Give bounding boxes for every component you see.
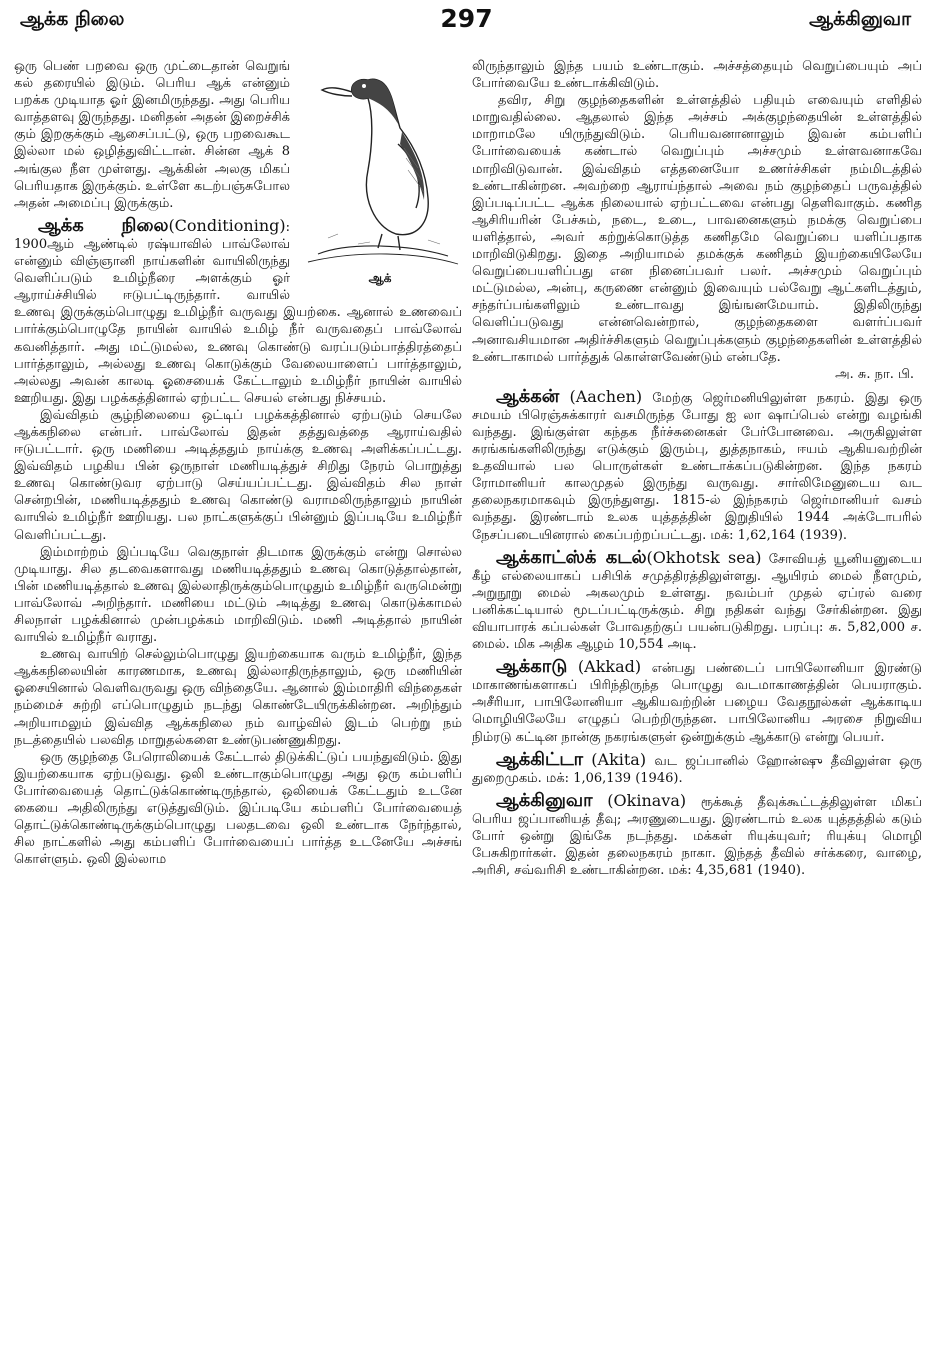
page-header bbox=[0, 0, 933, 46]
entry-headword: ஆக்க நிலை bbox=[38, 214, 169, 236]
left-column bbox=[14, 58, 462, 1343]
entry-text: மேற்கு ஜெர்மனியிலுள்ள நகரம். இது ஒரு சமயம் பிரெஞ்சுக்காரர் வசமிருந்த போது ஐ லா ஷாப்பெல் என்று வழங்கி வந்தது. இங்குள்ள கந்தக நீர்ச்சுனைகள் பேர்போனவை. அருகிலுள்ள சுரங்கங்களிலிருந்து எடுக்கும் இரும்பு, துத்தநாகம், ஈயம் ஆகியவற்றின் உதவியால் பல பொருள்கள் உண்டாக்கப்படுகின்றன. இந்த நகரம் ரோமானியர் காலமுதல் இருந்து வருவது. சார்லிமேனுடைய வட தலைநகரமாகவும் இருந்துளது. 1815-ல் இந்நகரம் ஜெர்மானியர் வசம் வந்தது. இரண்டாம் உலக யுத்தத்தின் இறுதியில் 1944 அக்டோபரில் நேசப்படையினரால் கைப்பற்றப்பட்டது. மக்: 1,62,164 (1939). bbox=[472, 390, 922, 543]
body-paragraph: இம்மாற்றம் இப்படியே வெகுநாள் திடமாக இருக்கும் என்று சொல்ல முடியாது. சில தடவைகளாவது மணியடித்ததும் உணவு கொடுத்தால்தான், பின் மணியடித்தால் உணவு இல்லாதிருக்கும்பொழுதும் உமிழ்நீர் வருமென்று பாவ்லோவ் அறிந்தார். மணியை மட்டும் அடித்து உணவு கொடுக்காமல் சிலநாள் பழக்கினால் முன்பழக்கம் மாறிவிடும். மணி அடித்தால் நாயின் வாயில் உமிழ்நீர் வராது. bbox=[14, 544, 462, 646]
entry-aachen bbox=[472, 385, 922, 544]
entry-headword: ஆக்கன் bbox=[496, 385, 560, 407]
author-signature: அ. சு. நா. பி. bbox=[835, 366, 914, 382]
running-head-right: ஆக்கினுவா bbox=[809, 8, 911, 30]
right-column bbox=[472, 58, 922, 1333]
page-number: 297 bbox=[440, 4, 493, 33]
body-paragraph: உணவு வாயிற் செல்லும்பொழுது இயற்கையாக வரும் உமிழ்நீர், இந்த ஆக்கநிலையின் காரணமாக, உணவு இல்லாதிருந்தாலும், ஒரு மணியின் ஓசையினால் வெளிவருவது ஒரு விந்தையே. ஆனால் இம்மாதிரி விந்தைகள் நம்மைச் சுற்றி எப்பொழுதும் நடந்து கொண்டேயிருக்கின்றன. அறிந்தும் அறியாமலும் இவ்வித ஆக்கநிலை நம் வாழ்வில் இடம் பெற்று நம் நடத்தையில் பலவித மாறுதல்களை உண்டுபண்ணுகிறது. bbox=[14, 647, 462, 748]
body-paragraph: ஒரு குழந்தை பேரொலியைக் கேட்டால் திடுக்கிட்டுப் பயந்துவிடும். இது இயற்கையாக ஏற்படுவது. ஒலி உண்டாகும்பொழுது அது ஒரு கம்பளிப் போர்வையைத் தொட்டுக்கொண்டிருந்தால், ஒலியைக் கேட்டதும் உடனே கையை அதிலிருந்து எடுத்துவிடும். இப்படியே கம்பளிப் போர்வையைத் தொட்டுக்கொண்டிருக்கும்பொழுது பலதடவை ஒலி உண்டாக நேர்ந்தால், சில நாட்களில் அது கம்பளிப் போர்வையைப் பார்த்த உடனேயே அச்சங் கொள்ளும். ஒலி இல்லாம bbox=[14, 749, 462, 868]
entry-headword-english: (Akita) bbox=[591, 749, 647, 769]
continued-paragraph: லிருந்தாலும் இந்த பயம் உண்டாகும். அச்சத்தையும் வெறுப்பையும் அப் போர்வையே உண்டாக்கிவிடும். bbox=[472, 59, 922, 92]
entry-text: வட ஜப்பானில் ஹோன்ஷு தீவிலுள்ள ஒரு துறைமுகம். மக்: 1,06,139 (1946). bbox=[472, 753, 922, 786]
entry-text: ரூக்கூத் தீவுக்கூட்டத்திலுள்ள மிகப் பெரிய ஜப்பானியத் தீவு; அரணுடையது. இரண்டாம் உலக யுத்தத்தில் கடும் போர் ஒன்று இங்கே நடந்தது. மக்கள் ரியுக்யுவர்; ரியுக்யு மொழி பேசுகிறார்கள். இதன் தலைநகரம் நாகா. இந்தத் தீவில் சர்க்கரை, வாழை, அரிசி, சவ்வரிசி உண்டாகின்றன. மக்: 4,35,681 (1940). bbox=[472, 794, 922, 879]
figure-caption: ஆக் bbox=[368, 271, 392, 285]
auk-illustration bbox=[298, 58, 462, 266]
body-paragraph: இவ்விதம் சூழ்நிலையை ஒட்டிப் பழக்கத்தினால் ஏற்படும் செயலே ஆக்கநிலை என்பர். பாவ்லோவ் இதன் தத்துவத்தை ஆராய்வதில் ஈடுபட்டார். ஒரு மணியை அடித்ததும் நாய்க்கு உணவு அளிக்கப்பட்டது. இவ்விதம் பழகிய பின் ஒருநாள் மணியடித்துச் சிறிது நேரம் பொறுத்து உணவு கொண்டுவர ஏற்பாடு செய்யப்பட்டது. இவ்விதம் சில நாள் சென்றபின், மணியடித்ததும் உணவு கொண்டு வராமலிருந்தாலும் நாயின் வாயில் உமிழ்நீர் ஊறியது. பல நாட்களுக்குப் பின்னும் இப்படியே உமிழ்நீர் வெளிப்பட்டது. bbox=[14, 407, 462, 543]
entry-okinawa bbox=[472, 789, 922, 879]
entry-akkad bbox=[472, 658, 922, 745]
intro-paragraph: ஒரு பெண் பறவை ஒரு முட்டைதான் வெறுங் கல் தரையில் இடும். பெரிய ஆக் என்னும் பறக்க முடியாத ஓர் இனமிருந்தது. அது பெரிய வாத்தளவு இருந்தது. மனிதன் அதன் இறைச்சிக் கும் இறகுக்கும் ஆசைப்பட்டு, ஒரு பறவைகூட இல்லா மல் ஒழித்துவிட்டான். சின்ன ஆக் 8 அங்குல நீள முள்ளது. ஆக்கின் அலகு மிகப் பெரியதாக இருக்கும். உள்ளே கடற்பஞ்சுபோல அதன் அமைப்பு இருக்கும். bbox=[14, 59, 290, 211]
entry-headword-english: (Conditioning) bbox=[168, 215, 286, 235]
entry-akita bbox=[472, 748, 922, 787]
entry-headword: ஆக்கினுவா bbox=[496, 789, 593, 811]
auk-figure bbox=[298, 58, 462, 290]
entry-text: என்பது பண்டைப் பாபிலோனியா இரண்டு மாகாணங்களாகப் பிரிந்திருந்த பொழுது வடமாகாணத்தின் பெயராகும். அசீரியா, பாபிலோனியா ஆகியவற்றின் பழைய வேதநூல்கள் ஆக்காடிய மொழியிலேயே எழுதப் பெற்றிருந்தன. பாபிலோனிய அரசை நிறுவிய நிம்ரடு கட்டின நான்கு நகரங்களுள் ஒன்றுக்கும் ஆக்காடு என்று பெயர். bbox=[472, 661, 922, 745]
running-head-left: ஆக்க நிலை bbox=[20, 8, 125, 30]
entry-headword: ஆக்காட்ஸ்க் கடல் bbox=[496, 546, 647, 568]
entry-headword-english: (Okhotsk sea) bbox=[646, 547, 762, 567]
entry-headword: ஆக்கிட்டா bbox=[496, 748, 584, 770]
entry-headword-english: (Akkad) bbox=[577, 657, 642, 677]
entry-text: : 1900ஆம் ஆண்டில் ரஷ்யாவில் பாவ்லோவ் என்னும் விஞ்ஞானி நாய்களின் வாயிலிருந்து வெளிப்படும் உமிழ்நீரை அளக்கும் ஓர் ஆராய்ச்சியில் ஈடுபட்டிருந்தார். வாயில் உணவு இருக்கும்பொழுது உமிழ்நீர் வருவது இயற்கை. ஆனால் உணவைப் பார்க்கும்பொழுதே நாயின் வாயில் உமிழ் நீர் வருவதைப் பாவ்லோவ் கவனித்தார். அது மட்டுமல்ல, உணவு கொண்டு வரப்படும்பாத்திரத்தைப் பார்த்தாலும், அல்லது உணவு கொடுக்கும் வேலையாளைப் பார்த்தாலும், அல்லது அவன் காலடி ஓசையைக் கேட்டாலும் உமிழ்நீர் நாயின் வாயில் ஊறியது. இது பழக்கத்தினால் ஏற்பட்ட செயல் என்பது நிச்சயம். bbox=[14, 219, 462, 406]
entry-headword: ஆக்காடு bbox=[496, 656, 568, 678]
entry-text: சோவியத் யூனியனுடைய கீழ் எல்லையாகப் பசிபிக் சமுத்திரத்திலுள்ளது. ஆயிரம் மைல் நீளமும், அறுநூறு மைல் அகலமும் உள்ளது. நவம்பர் முதல் ஏப்ரல் வரை பனிக்கட்டியால் மூடப்பட்டிருக்கும். சிறு நதிகள் வந்து சேர்கின்றன. இது வியாபாரக் கப்பல்கள் போவதற்குப் பயன்படுகிறது. பரப்பு: சு. 5,82,000 ச. மைல். மிக அதிக ஆழம் 10,554 அடி. bbox=[472, 551, 922, 653]
entry-headword-english: (Aachen) bbox=[569, 386, 643, 406]
body-paragraph: தவிர, சிறு குழந்தைகளின் உள்ளத்தில் பதியும் எவையும் எளிதில் மாறுவதில்லை. ஆதலால் இந்த அச்சம் அக்குழந்தையின் உள்ளத்தில் மாறாமலே யிருந்துவிடும். பெரியவனானாலும் இவன் கம்பளிப் போர்வையைக் கண்டால் வெறுப்பும் அச்சமும் உள்ளவனாகவே மாறிவிடுவான். இவ்விதம் எத்தனையோ உணர்ச்சிகள் நம்மிடத்தில் உண்டாகின்றன. அவற்றை ஆராய்ந்தால் அவை நம் குழந்தைப் பருவத்தில் இப்படிப்பட்ட ஆக்க நிலையால் ஏற்பட்டவை என்பது தெளிவாகும். கணித ஆசிரியரின் பேச்சும், நடை, உடை, பாவனைகளும் நமக்கு வெறுப்பை யளித்தால், அவர் கற்றுக்கொடுத்த கணிதமே வெறுப்பை யளிப்பதாக மாறிவிடுகிறது. இதை அறியாமல் தமக்குக் கணிதம் இயற்கையிலேயே வெறுப்பையளிப்பது என நினைப்பவர் பலர். அச்சமும் வெறுப்பும் மட்டுமல்ல, அன்பு, கருணை என்னும் இவையும் பல்வேறு ஆட்களிடத்தும், சந்தர்ப்பங்களிலும் உண்டாவது இங்ஙனமேயாம். இதிலிருந்து வெளிப்படுவது என்னவென்றால், குழந்தைகளை வளர்ப்பவர் அனாவசியமான அதிர்ச்சிகளும் வெறுப்புக்களும் குழந்தைகளின் உள்ளத்தில் உண்டாகாமல் பார்த்துக் கொள்ளவேண்டும் என்பதே. bbox=[472, 93, 922, 365]
entry-okhotsk-sea bbox=[472, 546, 922, 654]
entry-headword-english: (Okinava) bbox=[607, 790, 687, 810]
